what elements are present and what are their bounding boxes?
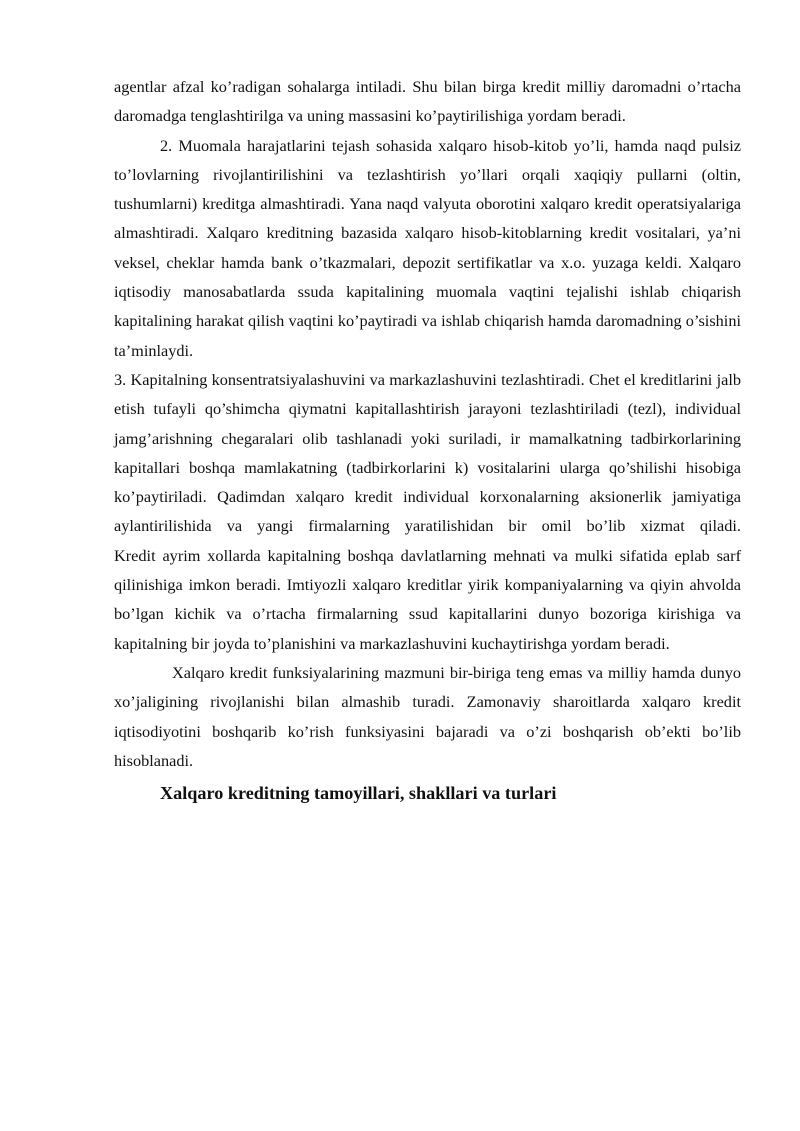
- paragraph-functions: Xalqaro kredit funksiyalarining mazmuni bir-biriga teng emas va milliy hamda dunyo xo’jaligining rivojlanishi bilan almashib turadi. Zamonaviy sharoitlarda xalqaro kredit iqtisodiyotini boshqarib ko’rish funksiyasini bajaradi va o’zi boshqarish ob’ekti bo’lib hisoblanadi.: [114, 662, 741, 770]
- document-page: [114, 72, 741, 808]
- paragraph-intro: agentlar afzal ko’radigan sohalarga intiladi. Shu bilan birga kredit milliy daromadni o’rtacha daromadga tenglashtirilga va uning massasini ko’paytirilishiga yordam beradi.: [114, 77, 741, 126]
- paragraph-credit: Kredit ayrim xollarda kapitalning boshqa davlatlarning mehnati va mulki sifatida eplab sarf qilinishiga imkon beradi. Imtiyozli xalqaro kreditlar yirik kompaniyalarning va qiyin ahvolda bo’lgan kichik va o’rtacha firmalarning ssud kapitallarini dunyo bozoriga kirishiga va kapitalning bir joyda to’planishini va markazlashuvini kuchaytirishga yordam beradi.: [114, 545, 741, 653]
- paragraph-item-3: 3. Kapitalning konsentratsiyalashuvini va markazlashuvini tezlashtiradi. Chet el kreditlarini jalb etish tufayli qo’shimcha qiymatni kapitallashtirish jarayoni tezlashtiriladi (tezl), individual jamg’arishning chegaralari olib tashlanadi yoki suriladi, ir mamalkatning tadbirkorlarining kapitallari boshqa mamlakatning (tadbirkorlarini k) vositalarini ulargа qo’shilishi hisobiga ko’paytiriladi. Qadimdan xalqaro kredit individual korxonalarning aksionerlik jamiyatiga aylantirilishida va yangi firmalarning yaratilishidan bir omil bo’lib xizmat qiladi.: [114, 369, 741, 536]
- section-heading: Xalqaro kreditning tamoyillari, shakllari va turlari: [160, 783, 557, 804]
- paragraph-item-2: 2. Muomala harajatlarini tejash sohasida xalqaro hisob-kitob yo’li, hamda naqd pulsiz to’lovlarning rivojlantirilishini va tezlashtirish yo’llari orqali xaqiqiy pullarni (oltin, tushumlarni) kreditga almashtiradi. Yana naqd valyuta oborotini xalqaro kredit operatsiyalariga almashtiradi. Xalqaro kreditning bazasida xalqaro hisob-kitoblarning kredit vositalari, ya’ni veksel, cheklar hamda bank o’tkazmalari, depozit sertifikatlar va x.o. yuzaga keldi. Xalqaro iqtisodiy manosabatlarda ssuda kapitalining muomala vaqtini tejalishi ishlab chiqarish kapitalining harakat qilish vaqtini ko’paytiradi va ishlab chiqarish hamda daromadning o’sishini ta’minlaydi.: [114, 135, 741, 360]
